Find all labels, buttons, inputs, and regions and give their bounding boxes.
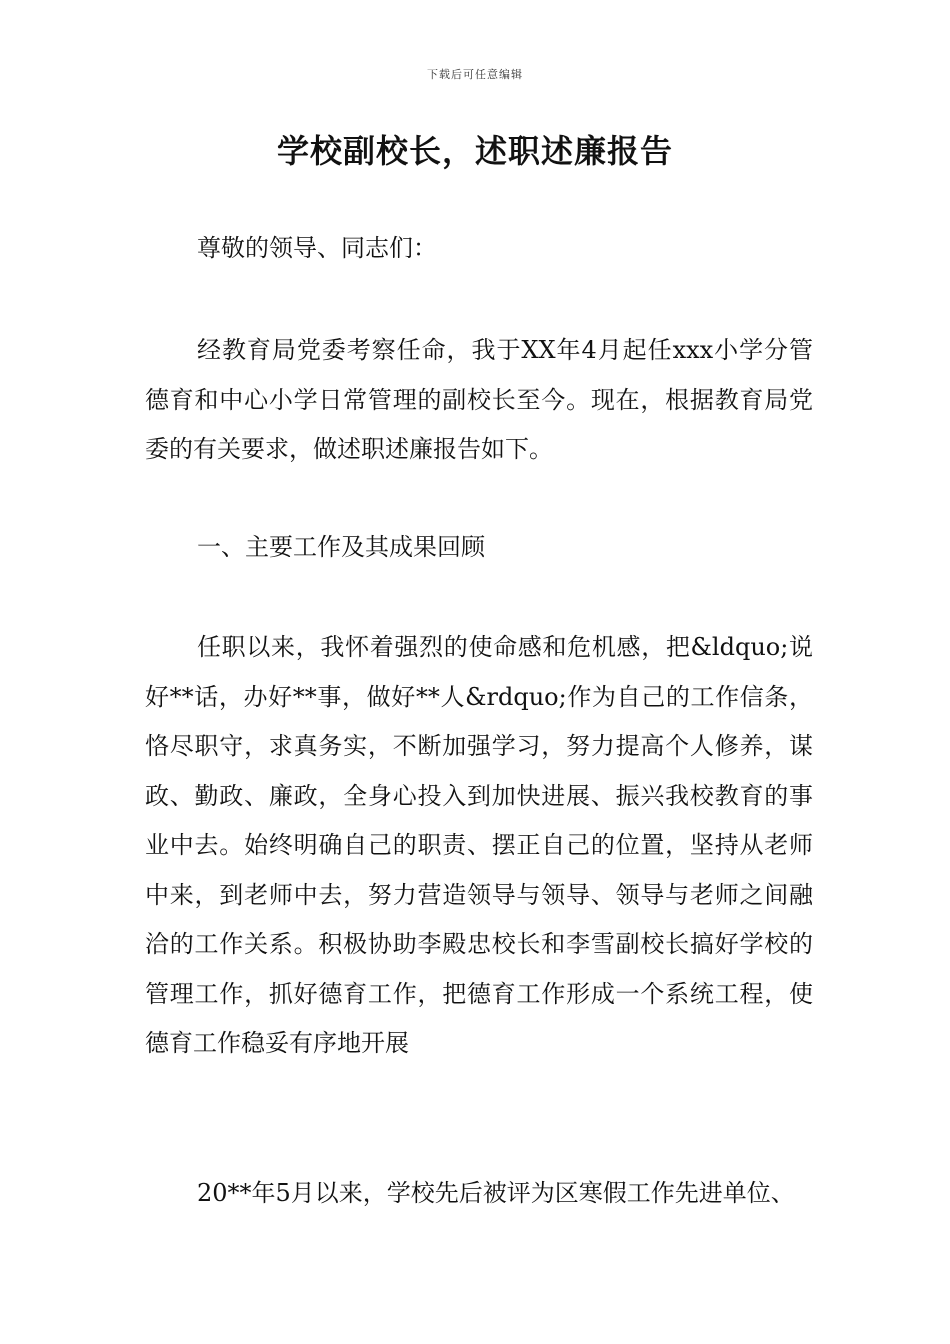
paragraph-work-review: 任职以来，我怀着强烈的使命感和危机感，把&ldquo;说好**话，办好**事，做好**人&rdquo;作为自己的工作信条，恪尽职守，求真务实，不断加强学习，努力提高个人修养，谋政、勤政、廉政，全身心投入到加快进展、振兴我校教育的事业中去。始终明确自己的职责、摆正自己的位置，坚持从老师中来，到老师中去，努力营造领导与领导、领导与老师之间融洽的工作关系。积极协助李殿忠校长和李雪副校长搞好学校的管理工作，抓好德育工作，把德育工作形成一个系统工程，使德育工作稳妥有序地开展 xyxy=(145,633,813,1057)
paragraph-achievements: 20**年5月以来，学校先后被评为区寒假工作先进单位、 xyxy=(197,1179,795,1207)
header-note: 下载后可任意编辑 xyxy=(427,68,523,81)
document-title: 学校副校长，述职述廉报告 xyxy=(276,132,673,170)
section-heading: 一、主要工作及其成果回顾 xyxy=(197,533,485,561)
paragraph-appointment: 经教育局党委考察任命，我于XX年4月起任xxx小学分管德育和中心小学日常管理的副校长至今。现在，根据教育局党委的有关要求，做述职述廉报告如下。 xyxy=(145,336,813,463)
salutation: 尊敬的领导、同志们： xyxy=(197,234,437,262)
